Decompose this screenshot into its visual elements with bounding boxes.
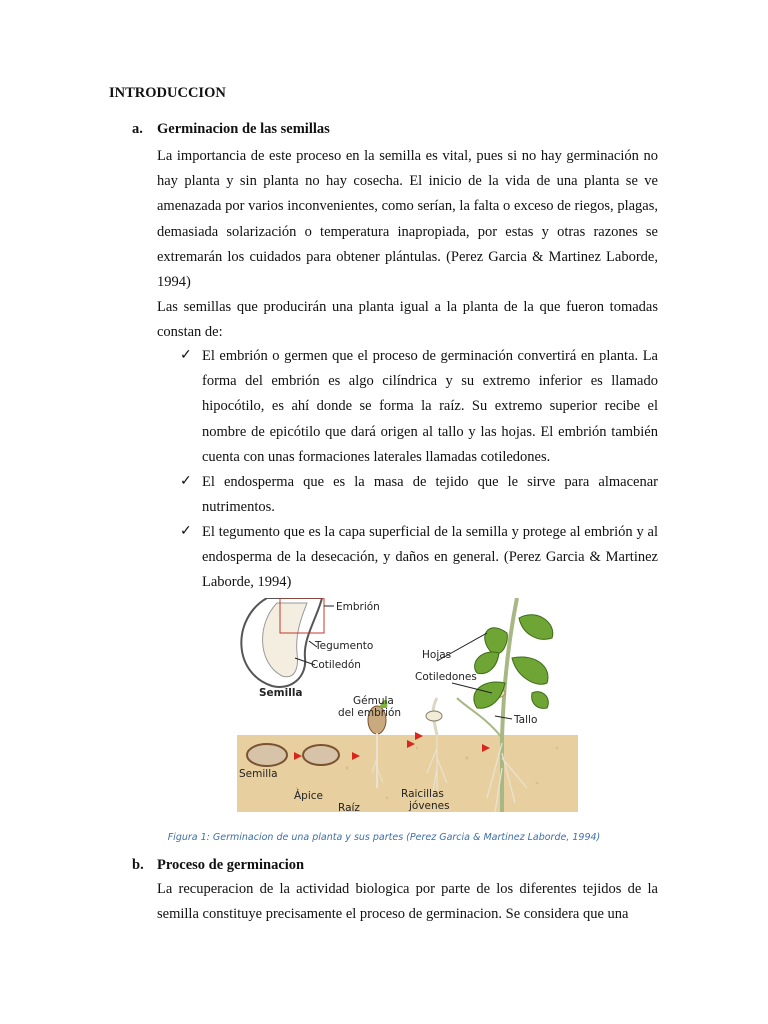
label-semilla-top: Semilla xyxy=(259,687,303,699)
label-cotiledones: Cotiledones xyxy=(415,671,477,683)
germination-figure xyxy=(237,598,578,812)
label-embrion: Embrión xyxy=(336,601,380,613)
label-raicillas-1: Raicillas xyxy=(401,788,444,800)
section-a-title: Germinacion de las semillas xyxy=(157,121,330,137)
section-a-heading xyxy=(132,121,330,138)
check-icon: ✓ xyxy=(180,524,192,539)
label-apice: Ápice xyxy=(294,790,323,802)
section-b-letter: b. xyxy=(132,857,144,873)
label-tallo: Tallo xyxy=(514,714,538,726)
label-tegumento: Tegumento xyxy=(315,640,374,652)
section-a-paragraph-1: La importancia de este proceso en la semilla es vital, pues si no hay germinación no hay planta y sin planta no hay cosecha. El inicio de la vida de una planta se ve amenazada por varios inconvenientes, como serían, la falta o exceso de riegos, plagas, demasiada solarización o temperatura inapropiada, por estas y otras razones se extremarán los cuidados para obtener plántulas. (Perez Garcia & Martinez Laborde, 1994) xyxy=(157,148,658,291)
label-semilla-bottom: Semilla xyxy=(239,768,278,780)
section-a-paragraph-2: Las semillas que producirán una planta igual a la planta de la que fueron tomadas constan de: xyxy=(157,299,658,341)
bullet-embrion: El embrión o germen que el proceso de germinación convertirá en planta. La forma del embrión es algo cilíndrica y su extremo inferior es llamado hipocótilo, es ahí donde se forma la raíz. Su extremo superior recibe el nombre de epicótilo que dará origen al tallo y las hojas. El embrión también cuenta con unas formaciones laterales llamadas cotiledones. xyxy=(202,348,658,465)
seed-in-soil xyxy=(247,744,287,766)
section-a-letter: a. xyxy=(132,121,143,137)
label-gemula-1: Gémula xyxy=(353,695,394,707)
label-raiz: Raíz xyxy=(338,802,360,812)
label-gemula-2: del embrión xyxy=(338,707,402,719)
section-b-title: Proceso de germinacion xyxy=(157,857,305,873)
figure-caption: Figura 1: Germinacion de una planta y sus partes (Perez Garcia & Martinez Laborde, 1994) xyxy=(167,832,601,843)
check-icon: ✓ xyxy=(180,348,192,363)
page-title: INTRODUCCION xyxy=(109,85,226,101)
label-cotiledon: Cotiledón xyxy=(311,659,361,671)
section-b-heading xyxy=(132,857,304,874)
label-hojas: Hojas xyxy=(422,649,452,661)
check-icon: ✓ xyxy=(180,474,192,489)
bullet-endosperma: El endosperma que es la masa de tejido que le sirve para almacenar nutrimentos. xyxy=(202,474,658,516)
label-raicillas-2: jóvenes xyxy=(409,800,450,812)
bullet-tegumento: El tegumento que es la capa superficial de la semilla y protege al embrión y al endosperma de la desecación, y daños en general. (Perez Garcia & Martinez Laborde, 1994) xyxy=(202,524,658,591)
section-b-paragraph: La recuperacion de la actividad biologica por parte de los diferentes tejidos de la semilla constituye precisamente el proceso de germinacion. Se considera que una xyxy=(157,881,658,923)
